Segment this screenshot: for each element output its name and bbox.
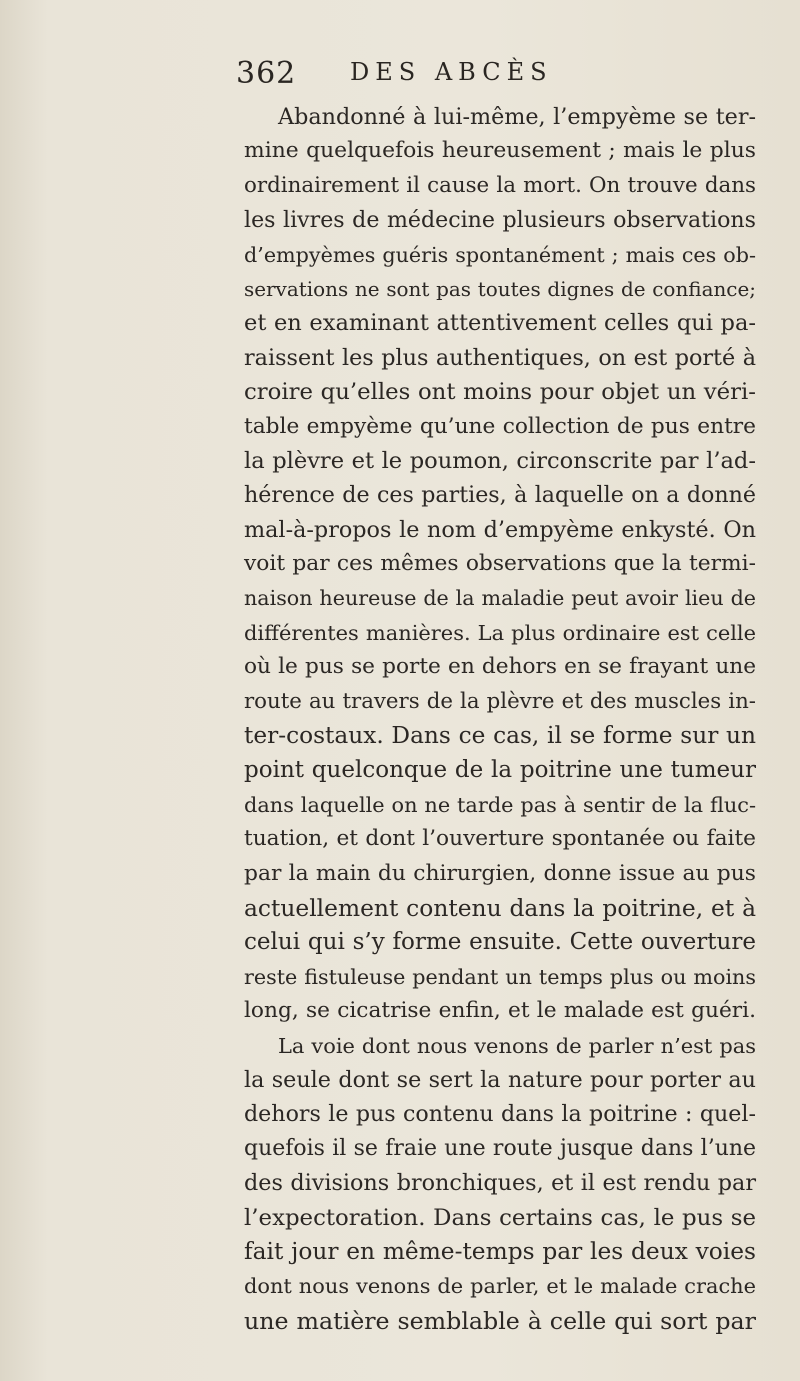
text-line: voit par ces mêmes observations que la termi-	[244, 551, 756, 577]
text-line: ordinairement il cause la mort. On trouve dans	[244, 172, 756, 198]
text-line: la seule dont se sert la nature pour porter au	[244, 1066, 756, 1093]
text-line: celui qui s’y forme ensuite. Cette ouverture	[244, 929, 756, 956]
text-line: où le pus se porte en dehors en se frayant une	[244, 654, 756, 680]
page-number: 362	[236, 56, 297, 91]
text-line: servations ne sont pas toutes dignes de confiance;	[244, 276, 756, 301]
text-line: les livres de médecine plusieurs observations	[244, 207, 756, 234]
text-line: quefois il se fraie une route jusque dans l’une	[244, 1135, 756, 1161]
text-line: naison heureuse de la maladie peut avoir lieu de	[244, 586, 756, 611]
text-line: route au travers de la plèvre et des muscles in-	[244, 688, 756, 714]
text-line: raissent les plus authentiques, on est porté à	[244, 344, 756, 371]
text-line: fait jour en même-temps par les deux voies	[244, 1237, 756, 1265]
text-line: Abandonné à lui-même, l’empyème se ter-	[278, 104, 756, 130]
text-line: et en examinant attentivement celles qui pa-	[244, 310, 756, 337]
text-line: ter-costaux. Dans ce cas, il se forme sur un	[244, 722, 756, 750]
body-text	[244, 100, 756, 1338]
text-line: croire qu’elles ont moins pour objet un véri-	[244, 379, 756, 406]
text-line: la plèvre et le poumon, circonscrite par l’ad-	[244, 447, 756, 474]
text-line: une matière semblable à celle qui sort par	[244, 1306, 756, 1335]
text-line: dont nous venons de parler, et le malade crache	[244, 1274, 756, 1299]
text-line: hérence de ces parties, à laquelle on a donné	[244, 482, 756, 509]
text-line: l’expectoration. Dans certains cas, le pus se	[244, 1204, 756, 1231]
text-line: La voie dont nous venons de parler n’est pas	[278, 1033, 756, 1058]
text-line: d’empyèmes guéris spontanément ; mais ces ob-	[244, 242, 756, 267]
text-line: long, se cicatrise enfin, et le malade est guéri.	[244, 998, 756, 1024]
text-line: reste fistuleuse pendant un temps plus ou moins	[244, 964, 756, 989]
page-header	[0, 56, 800, 96]
text-line: mine quelquefois heureusement ; mais le plus	[244, 138, 756, 164]
text-line: des divisions bronchiques, et il est rendu par	[244, 1170, 756, 1197]
text-line: point quelconque de la poitrine une tumeur	[244, 757, 756, 784]
text-line: dehors le pus contenu dans la poitrine : quel-	[244, 1101, 756, 1128]
text-line: mal-à-propos le nom d’empyème enkysté. On	[244, 516, 756, 543]
text-line: par la main du chirurgien, donne issue au pus	[244, 860, 756, 886]
text-line: différentes manières. La plus ordinaire est celle	[244, 620, 756, 645]
text-line: table empyème qu’une collection de pus entre	[244, 413, 756, 439]
text-line: dans laquelle on ne tarde pas à sentir de la fluc-	[244, 792, 756, 817]
text-line: tuation, et dont l’ouverture spontanée ou faite	[244, 826, 756, 852]
running-head: DES ABCÈS	[350, 58, 553, 86]
text-line: actuellement contenu dans la poitrine, et à	[244, 893, 756, 922]
